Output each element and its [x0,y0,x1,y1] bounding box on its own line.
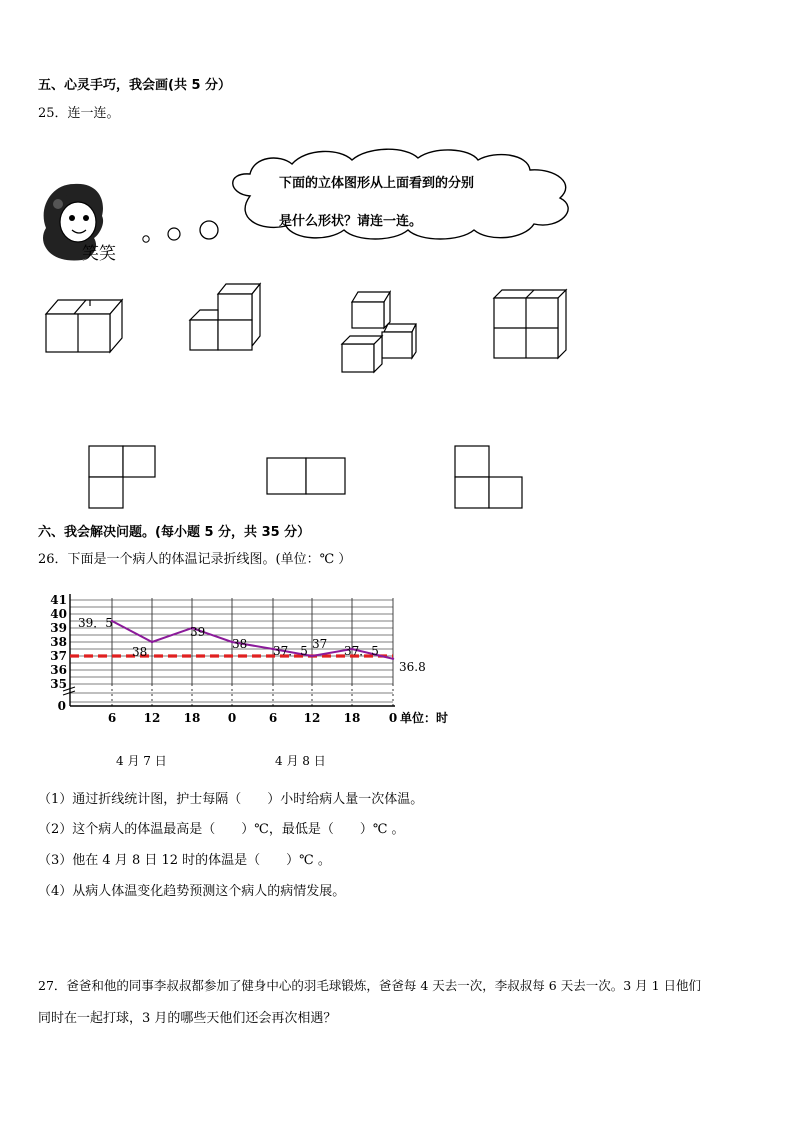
q26-sub1: （1）通过折线统计图，护士每隔（ ）小时给病人量一次体温。 [38,792,424,807]
x-axis-unit-label: 单位：时 [400,711,449,725]
x-tick-label: 0 [227,711,237,725]
y-tick-label: 38 [50,635,67,649]
data-label: 37 [312,637,328,651]
date-label-apr8: 4 月 8 日 [275,754,326,768]
data-label: 39 [190,625,206,639]
y-tick-label: 41 [50,593,67,607]
data-label: 37．5 [273,644,308,658]
y-tick-label: 37 [50,649,67,663]
q27-line2: 同时在一起打球，3 月的哪些天他们还会再次相遇？ [38,1011,337,1026]
q25-label: 25．连一连。 [38,106,120,121]
section6-heading: 六、我会解决问题。(每小题 5 分，共 35 分） [38,525,311,540]
y-tick-label: 40 [50,607,67,621]
x-tick-label: 18 [183,711,201,725]
data-label: 38 [232,637,248,651]
data-label: 36.8 [399,659,426,674]
q26-sub2: （2）这个病人的体温最高是（ ）℃，最低是（ ）℃ 。 [38,822,405,837]
x-tick-label: 6 [268,711,278,725]
y-tick-label: 35 [50,677,67,691]
data-label: 37．5 [344,644,379,658]
bubble-line-2: 是什么形状？请连一连。 [279,214,423,229]
section5-heading: 五、心灵手巧，我会画(共 5 分） [38,78,232,93]
x-tick-label: 6 [107,711,117,725]
x-tick-label: 12 [303,711,321,725]
x-tick-label: 12 [143,711,161,725]
y-tick-label-zero: 0 [57,699,66,713]
x-tick-label: 0 [388,711,398,725]
data-point [392,658,394,660]
y-tick-label: 36 [50,663,67,677]
q26-label: 26．下面是一个病人的体温记录折线图。(单位：℃ ） [38,552,352,567]
data-label: 39．5 [78,616,113,630]
x-tick-label: 18 [343,711,361,725]
data-label: 38 [132,645,148,659]
bubble-line-1: 下面的立体图形从上面看到的分别 [279,176,475,191]
q27-line1: 27．爸爸和他的同事李叔叔都参加了健身中心的羽毛球锻炼，爸爸每 4 天去一次，李叔叔每 6 天去一次。3 月 1 日他们 [38,978,702,993]
data-point [151,641,153,643]
character-name: 笑笑 [82,244,116,264]
y-tick-label: 39 [50,621,67,635]
data-point [311,655,313,657]
q26-sub3: （3）他在 4 月 8 日 12 时的体温是（ ）℃ 。 [38,853,331,868]
date-label-apr7: 4 月 7 日 [116,754,167,768]
q26-sub4: （4）从病人体温变化趋势预测这个病人的病情发展。 [38,884,346,899]
